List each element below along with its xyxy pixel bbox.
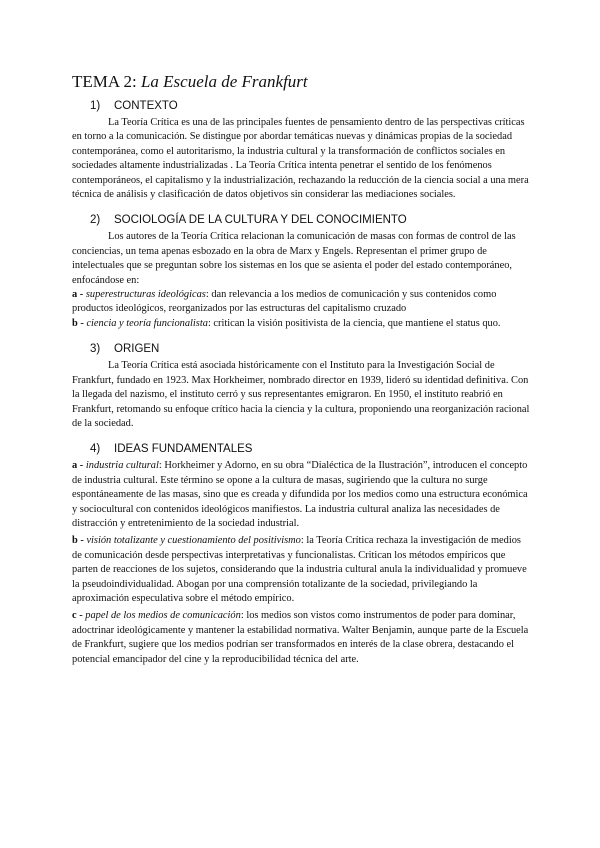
list-item (72, 288, 530, 317)
section-heading (90, 343, 530, 355)
list-item (72, 459, 530, 531)
title-italic: La Escuela de Frankfurt (140, 72, 308, 91)
item-text: : los medios son vistos como instrumentos de poder para dominar, adoctrinar ideológicamente y mantener la estabilidad normativa. Walter Benjamin, aunque parte de la Escuela de Frankfurt, sugiere que los medios podrían ser transformados en interés de la clase obrera, destacando el potencial emancipador del cine y la reproducibilidad técnica del arte. (72, 610, 529, 665)
item-label: b - (72, 317, 87, 329)
item-term: ciencia y teoría funcionalista (86, 317, 208, 329)
section-contexto (72, 100, 530, 202)
section-ideas (72, 443, 530, 667)
item-term: visión totalizante y cuestionamiento del positivismo (86, 535, 301, 547)
item-text: : Horkheimer y Adorno, en su obra “Dialéctica de la Ilustración”, introducen el concepto de industria cultural. Este término se opone a la cultura de masas, sugiriendo que la cultura no surge espontáneamente de las masas, sino que es creada y difundida por los medios como una estructura económica y sociocultural con contenidos ideológicos manifiestos. La industria cultural analiza las necesidades de distracción y entretenimiento de la sociedad industrial. (72, 460, 528, 529)
section-number: 3) (90, 343, 101, 356)
section-heading (90, 443, 530, 455)
section-paragraph: La Teoría Crítica está asociada históricamente con el Instituto para la Investigación Social de Frankfurt, fundado en 1923. Max Horkheimer, nombrado director en 1939, lideró su identidad definitiva. Con la llegada del nazismo, el instituto cerró y sus representantes emigraron. En 1950, el instituto reabrió en Frankfurt, retomando su enfoque crítico hacia la ciencia y la cultura, proponiendo una reorganización racional de la sociedad. (72, 360, 530, 429)
section-sociologia (72, 214, 530, 331)
item-term: superestructuras ideológicas (85, 289, 206, 301)
section-paragraph: Los autores de la Teoría Crítica relacionan la comunicación de masas con formas de control de las conciencias, un tema apenas esbozado en la obra de Marx y Engels. Representan el primer grupo de intelectuales que se preguntan sobre los sistemas en los que se asienta el poder del estado contemporáneo, enfocándose en: (72, 231, 516, 286)
section-heading (90, 214, 530, 226)
title-prefix: TEMA 2: (72, 72, 141, 91)
item-text: : dan relevancia a los medios de comunicación y sus contenidos como productos ideológicos, reorganizados por las estructuras del capitalismo cruzado (72, 289, 497, 315)
section-heading (90, 100, 530, 112)
section-number: 1) (90, 100, 101, 112)
page-title (72, 72, 530, 92)
item-label: a - (72, 460, 86, 472)
item-text: : la Teoría Crítica rechaza la investigación de medios de comunicación desde perspectivas interpretativas y funcionalistas. Critican los métodos empíricos que parten de reacciones de los sujetos, considerando que la industria cultural anula la individualidad y promueve la pseudoindividualidad. Abogan por una comprensión totalizante de la sociedad, privilegiando la aproximación especulativa sobre el método empírico. (72, 535, 527, 604)
item-label: b - (72, 535, 87, 547)
list-item (72, 534, 530, 606)
section-title: IDEAS FUNDAMENTALES (114, 443, 253, 456)
item-text: : critican la visión positivista de la ciencia, que mantiene el status quo. (207, 317, 501, 329)
item-term: papel de los medios de comunicación (85, 610, 241, 622)
item-label: c - (72, 610, 86, 622)
list-item (72, 317, 530, 331)
section-title: SOCIOLOGÍA DE LA CULTURA Y DEL CONOCIMIENTO (114, 214, 407, 227)
section-title: ORIGEN (114, 343, 160, 356)
item-label: a - (72, 289, 86, 301)
section-title: CONTEXTO (114, 100, 178, 112)
item-term: industria cultural (85, 460, 159, 472)
section-number: 4) (90, 443, 101, 456)
section-number: 2) (90, 214, 101, 227)
section-origen (72, 343, 530, 431)
section-paragraph: La Teoría Crítica es una de las principales fuentes de pensamiento dentro de las perspectivas críticas en torno a la comunicación. Se distingue por abordar temáticas nuevas y dinámicas propias de la sociedad contemporánea, como el autoritarismo, la industria cultural y la transformación de conflictos sociales en sociedades altamente industrializadas . La Teoría Crítica intenta penetrar el sentido de los fenómenos contemporáneos, el capitalismo y la industrialización, rechazando la reducción de la ciencia social a una mera técnica de análisis y clasificación de datos objetivos sin considerar las mediaciones sociales. (72, 117, 529, 201)
list-item (72, 609, 530, 667)
